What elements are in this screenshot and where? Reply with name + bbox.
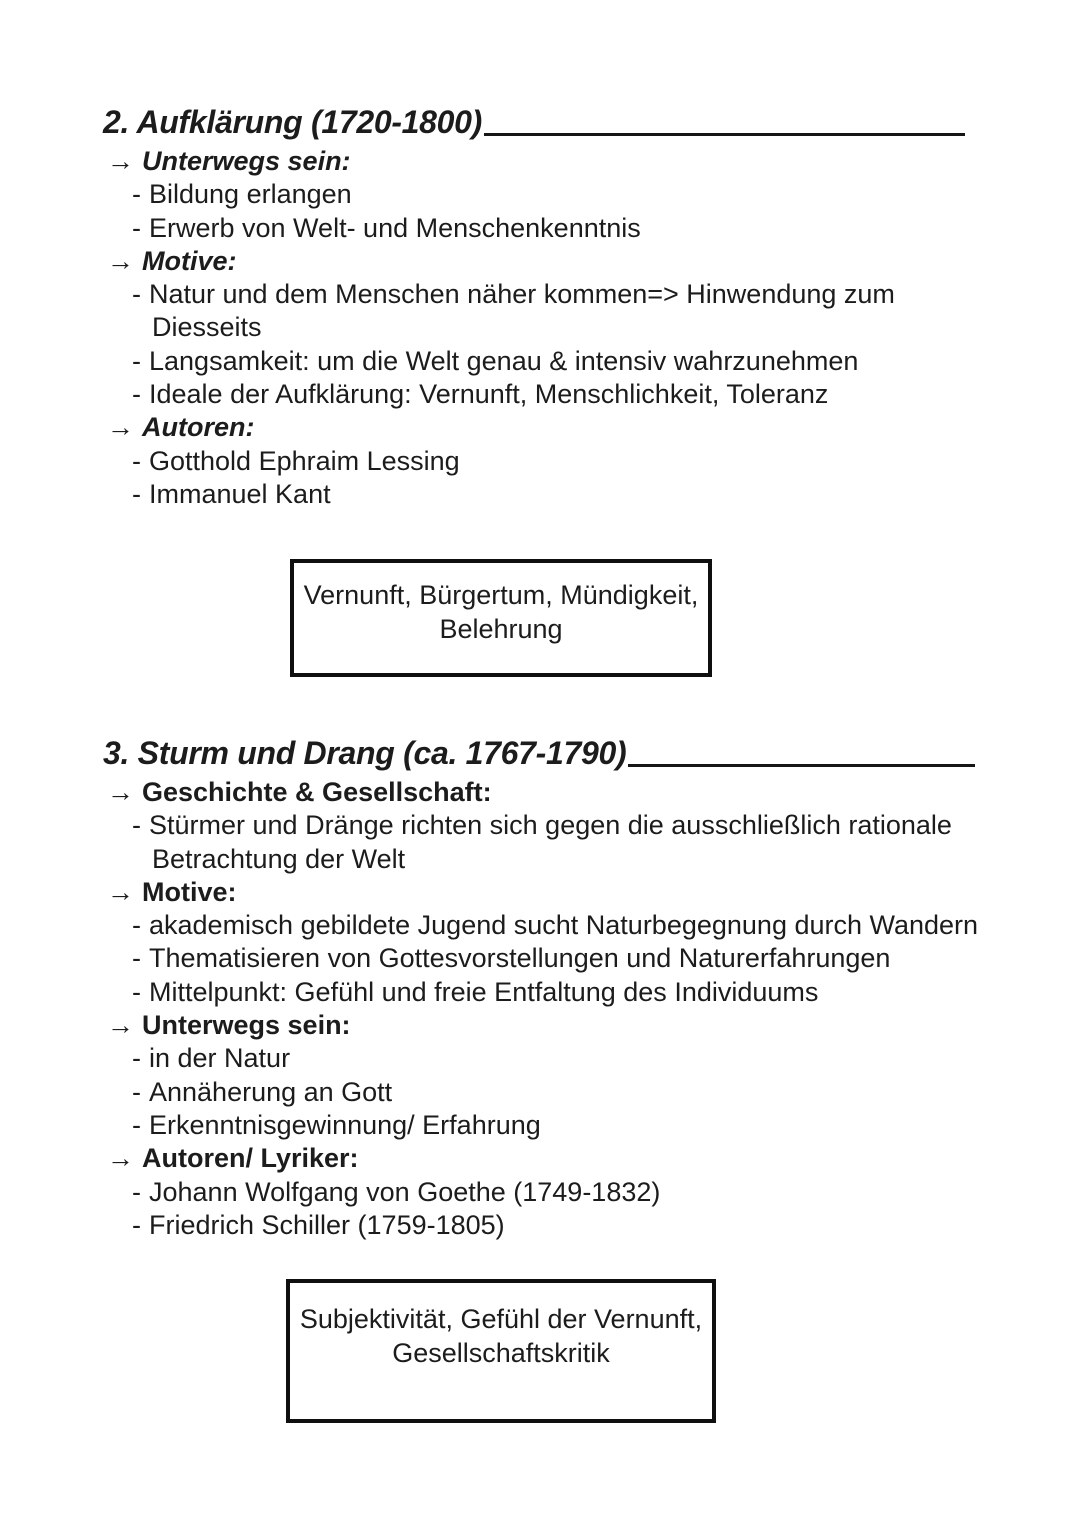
section-aufklaerung bbox=[103, 101, 965, 511]
item-text: Natur und dem Menschen näher kommen=> Hinwendung zum bbox=[149, 279, 895, 310]
item-text: Ideale der Aufklärung: Vernunft, Menschlichkeit, Toleranz bbox=[149, 379, 829, 410]
arrow-icon: → bbox=[107, 777, 134, 807]
dash-icon: - bbox=[132, 1076, 141, 1107]
item-text: Thematisieren von Gottesvorstellungen und Naturerfahrungen bbox=[149, 943, 891, 974]
dash-item bbox=[103, 445, 965, 478]
keyword-line: Vernunft, Bürgertum, Mündigkeit, bbox=[303, 580, 699, 610]
category-label: Unterwegs sein: bbox=[142, 146, 351, 176]
dash-item bbox=[103, 1209, 975, 1242]
arrow-item bbox=[103, 776, 975, 809]
keyword-line: Gesellschaftskritik bbox=[392, 1338, 610, 1368]
arrow-icon: → bbox=[107, 412, 134, 443]
dash-icon: - bbox=[132, 810, 141, 841]
dash-icon: - bbox=[132, 1043, 141, 1074]
dash-icon: - bbox=[132, 212, 141, 243]
keyword-line: Belehrung bbox=[439, 614, 563, 644]
arrow-item bbox=[103, 1142, 975, 1175]
dash-icon: - bbox=[132, 976, 141, 1007]
dash-item bbox=[103, 1042, 975, 1075]
arrow-item bbox=[103, 411, 965, 444]
keyword-line: Subjektivität, Gefühl der Vernunft, bbox=[299, 1304, 703, 1334]
dash-item bbox=[103, 378, 965, 411]
keyword-box-sturm-und-drang bbox=[286, 1279, 716, 1423]
item-text: Johann Wolfgang von Goethe (1749-1832) bbox=[149, 1176, 661, 1207]
section-title: 3. Sturm und Drang (ca. 1767-1790) bbox=[103, 735, 627, 771]
section-title-row bbox=[103, 732, 975, 774]
arrow-item bbox=[103, 876, 975, 909]
dash-icon: - bbox=[132, 1109, 141, 1140]
continuation-line: Diesseits bbox=[152, 312, 262, 343]
dash-icon: - bbox=[132, 279, 141, 310]
item-text: Langsamkeit: um die Welt genau & intensiv wahrzunehmen bbox=[149, 345, 859, 376]
arrow-item bbox=[103, 245, 965, 278]
category-label: Motive: bbox=[142, 876, 237, 907]
dash-icon: - bbox=[132, 1209, 141, 1240]
dash-item bbox=[103, 909, 979, 942]
dash-icon: - bbox=[132, 379, 141, 410]
item-text: Mittelpunkt: Gefühl und freie Entfaltung des Individuums bbox=[149, 976, 819, 1007]
section-sturm-und-drang bbox=[103, 732, 979, 1242]
dash-item bbox=[103, 1176, 975, 1209]
dash-item bbox=[103, 976, 975, 1009]
dash-icon: - bbox=[132, 445, 141, 476]
dash-icon: - bbox=[132, 478, 141, 509]
category-label: Autoren: bbox=[142, 412, 255, 443]
section-title-row bbox=[103, 101, 965, 143]
dash-icon: - bbox=[132, 943, 141, 974]
title-rule bbox=[484, 133, 965, 136]
dash-item bbox=[103, 345, 965, 378]
arrow-icon: → bbox=[107, 146, 134, 176]
dash-item bbox=[103, 212, 965, 245]
entry-list bbox=[103, 145, 965, 511]
dash-icon: - bbox=[132, 345, 141, 376]
item-text: Gotthold Ephraim Lessing bbox=[149, 445, 460, 476]
item-text: Friedrich Schiller (1759-1805) bbox=[149, 1209, 505, 1240]
continuation-line: Betrachtung der Welt bbox=[152, 843, 406, 874]
item-text: Annäherung an Gott bbox=[149, 1076, 393, 1107]
title-rule bbox=[628, 764, 975, 767]
item-text: Erkenntnisgewinnung/ Erfahrung bbox=[149, 1109, 541, 1140]
dash-icon: - bbox=[132, 179, 141, 210]
dash-item bbox=[103, 1076, 975, 1109]
category-label: Geschichte & Gesellschaft: bbox=[142, 777, 492, 807]
arrow-icon: → bbox=[107, 245, 134, 276]
dash-item bbox=[103, 278, 965, 311]
dash-item bbox=[103, 942, 975, 975]
category-label: Unterwegs sein: bbox=[142, 1010, 351, 1041]
category-label: Autoren/ Lyriker: bbox=[142, 1143, 359, 1174]
section-title: 2. Aufklärung (1720-1800) bbox=[103, 104, 483, 140]
item-text: akademisch gebildete Jugend sucht Naturbegegnung durch Wandern bbox=[149, 910, 979, 941]
dash-item bbox=[103, 178, 965, 211]
arrow-item bbox=[103, 1009, 975, 1042]
arrow-item bbox=[103, 145, 965, 178]
keyword-box-aufklaerung bbox=[290, 559, 712, 677]
arrow-icon: → bbox=[107, 1010, 134, 1041]
entry-list bbox=[103, 776, 979, 1242]
arrow-icon: → bbox=[107, 876, 134, 907]
category-label: Motive: bbox=[142, 245, 237, 276]
dash-item bbox=[103, 1109, 975, 1142]
dash-icon: - bbox=[132, 1176, 141, 1207]
item-text: Erwerb von Welt- und Menschenkenntnis bbox=[149, 212, 641, 243]
arrow-icon: → bbox=[107, 1143, 134, 1174]
item-text: Stürmer und Dränge richten sich gegen die ausschließlich rationale bbox=[149, 810, 952, 841]
item-text: Immanuel Kant bbox=[149, 478, 331, 509]
item-text: in der Natur bbox=[149, 1043, 291, 1074]
dash-item bbox=[103, 478, 965, 511]
item-text: Bildung erlangen bbox=[149, 179, 352, 210]
dash-item bbox=[103, 809, 975, 842]
dash-icon: - bbox=[132, 910, 141, 941]
